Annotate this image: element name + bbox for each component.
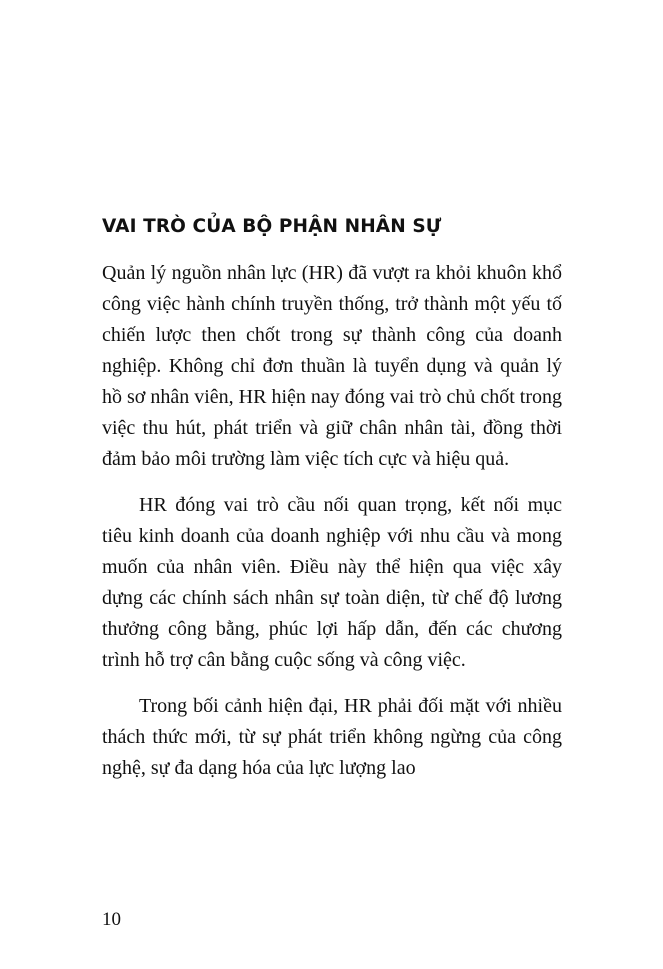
paragraph-3: Trong bối cảnh hiện đại, HR phải đối mặt với nhiều thách thức mới, từ sự phát triển không ngừng của công nghệ, sự đa dạng hóa của lực lượng lao <box>102 695 562 779</box>
page-number: 10 <box>102 909 121 930</box>
paragraph-1: Quản lý nguồn nhân lực (HR) đã vượt ra khỏi khuôn khổ công việc hành chính truyền thống, trở thành một yếu tố chiến lược then chốt trong sự thành công của doanh nghiệp. Không chỉ đơn thuần là tuyển dụng và quản lý hồ sơ nhân viên, HR hiện nay đóng vai trò chủ chốt trong việc thu hút, phát triển và giữ chân nhân tài, đồng thời đảm bảo môi trường làm việc tích cực và hiệu quả. <box>102 262 562 470</box>
body-text <box>102 258 562 784</box>
paragraph-2: HR đóng vai trò cầu nối quan trọng, kết nối mục tiêu kinh doanh của doanh nghiệp với nhu cầu và mong muốn của nhân viên. Điều này thể hiện qua việc xây dựng các chính sách nhân sự toàn diện, từ chế độ lương thưởng công bằng, phúc lợi hấp dẫn, đến các chương trình hỗ trợ cân bằng cuộc sống và công việc. <box>102 494 562 671</box>
section-heading: VAI TRÒ CỦA BỘ PHẬN NHÂN SỰ <box>102 216 442 237</box>
